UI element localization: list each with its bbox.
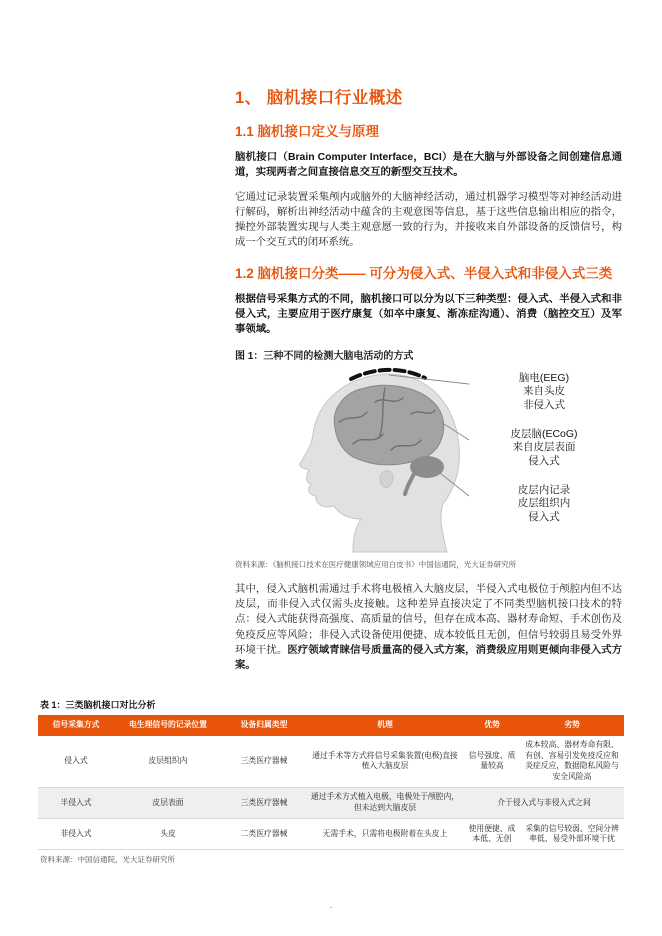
label-intracortical-line1: 皮层内记录 [517,483,571,496]
label-ecog [473,428,615,469]
label-intracortical-line3: 侵入式 [528,510,560,523]
section-1-2-heading: 1.2 脑机接口分类—— 可分为侵入式、半侵入式和非侵入式三类 [235,265,613,281]
cell: 使用便捷、成本低、无创 [464,819,520,850]
main-text-column [235,84,622,682]
section-1-1-heading: 1.1 脑机接口定义与原理 [235,124,380,139]
label-ecog-line2: 来自皮层表面 [512,441,576,454]
page-footer-mark: · [329,902,333,912]
col-header-signal-method: 信号采集方式 [38,715,114,736]
label-ecog-line3: 侵入式 [528,454,560,467]
para-type-comparison [235,582,622,674]
cell: 通过手术方式植入电极，电极处于颅腔内，但未达到大脑皮层 [306,787,464,818]
section-1-heading: 1、 脑机接口行业概述 [235,89,403,107]
cell: 无需手术，只需将电极附着在头皮上 [306,819,464,850]
cell: 半侵入式 [38,787,114,818]
cell: 三类医疗器械 [222,736,306,788]
col-header-record-position: 电生理信号的记录位置 [114,715,222,736]
label-ecog-line1: 皮层脑(ECoG) [510,427,578,440]
label-intracortical-line2: 皮层组织内 [517,497,571,510]
para-bci-mechanism: 它通过记录装置采集颅内或脑外的大脑神经活动，通过机器学习模型等对神经活动进行解码，解析出神经活动中蕴含的主观意图等信息，基于这些信息输出相应的指令，操控外部装置实现与人类主观意愿一致的行为，并接收来自外部设备的反馈信号，构成一个交互式的闭环系统。 [235,191,622,249]
cell: 皮层组织内 [114,736,222,788]
cell: 二类医疗器械 [222,819,306,850]
cell-merged-adv-disadv: 介于侵入式与非侵入式之间 [464,787,624,818]
brain-shape [334,385,444,464]
figure-1-caption: 图 1：三种不同的检测大脑电活动的方式 [235,350,414,362]
figure-brain-diagram [235,366,622,556]
table-row-non-invasive [38,819,624,850]
table-header-row [38,715,624,736]
bci-comparison-table [38,715,624,850]
label-intracortical [473,484,615,525]
table-1-source: 资料来源：中国信通院，光大证券研究所 [40,855,175,865]
label-eeg-line2: 来自头皮 [523,385,565,398]
cell: 皮层表面 [114,787,222,818]
para-type-comparison-text: 其中，侵入式脑机需通过手术将电极植入大脑皮层，半侵入式电极位于颅腔内但不达皮层，而非侵入式仅需头皮接触。这种差异直接决定了不同类型脑机接口技术的特点：侵入式能获得高强度、高质量的信号，但存在成本高、器材寿命短、手术创伤及免疫反应等风险；非侵入式设备使用便捷、成本较低且无创，但信号较弱且易受外界环境干扰。 [235,583,622,656]
col-header-device-class: 设备归属类型 [222,715,306,736]
col-header-mechanism: 机理 [306,715,464,736]
cell: 三类医疗器械 [222,787,306,818]
cell: 通过手术等方式将信号采集装置(电极)直接植入大脑皮层 [306,736,464,788]
table-row-semi-invasive [38,787,624,818]
col-header-disadvantage: 劣势 [520,715,624,736]
label-eeg-line1: 脑电(EEG) [518,371,570,384]
cell: 信号强度、质量较高 [464,736,520,788]
label-eeg-line3: 非侵入式 [523,398,565,411]
para-bci-classification: 根据信号采集方式的不同，脑机接口可以分为以下三种类型：侵入式、半侵入式和非侵入式，主要应用于医疗康复（如卒中康复、渐冻症沟通）、消费（脑控交互）及军事领域。 [235,293,622,336]
cell: 头皮 [114,819,222,850]
table-row-invasive [38,736,624,788]
table-1-block [38,698,624,865]
cell: 采集的信号较弱、空间分辨率低、易受外部环境干扰 [520,819,624,850]
figure-1-source: 资料来源：《脑机接口技术在医疗健康领域应用白皮书》中国信通院，光大证券研究所 [235,559,517,569]
cell: 成本较高、器材寿命有限、有创、容易引发免疫反应和炎症反应，数据隐私风险与安全风险高 [520,736,624,788]
col-header-advantage: 优势 [464,715,520,736]
para-type-comparison-bold: 医疗领域青睐信号质量高的侵入式方案，消费级应用则更倾向非侵入式方案。 [235,644,623,672]
cell: 非侵入式 [38,819,114,850]
cell: 侵入式 [38,736,114,788]
para-bci-definition: 脑机接口（Brain Computer Interface，BCI）是在大脑与外部设备之间创建信息通道，实现两者之间直接信息交互的新型交互技术。 [235,152,622,179]
label-eeg [473,372,615,413]
table-1-caption: 表 1：三类脑机接口对比分析 [40,700,156,710]
